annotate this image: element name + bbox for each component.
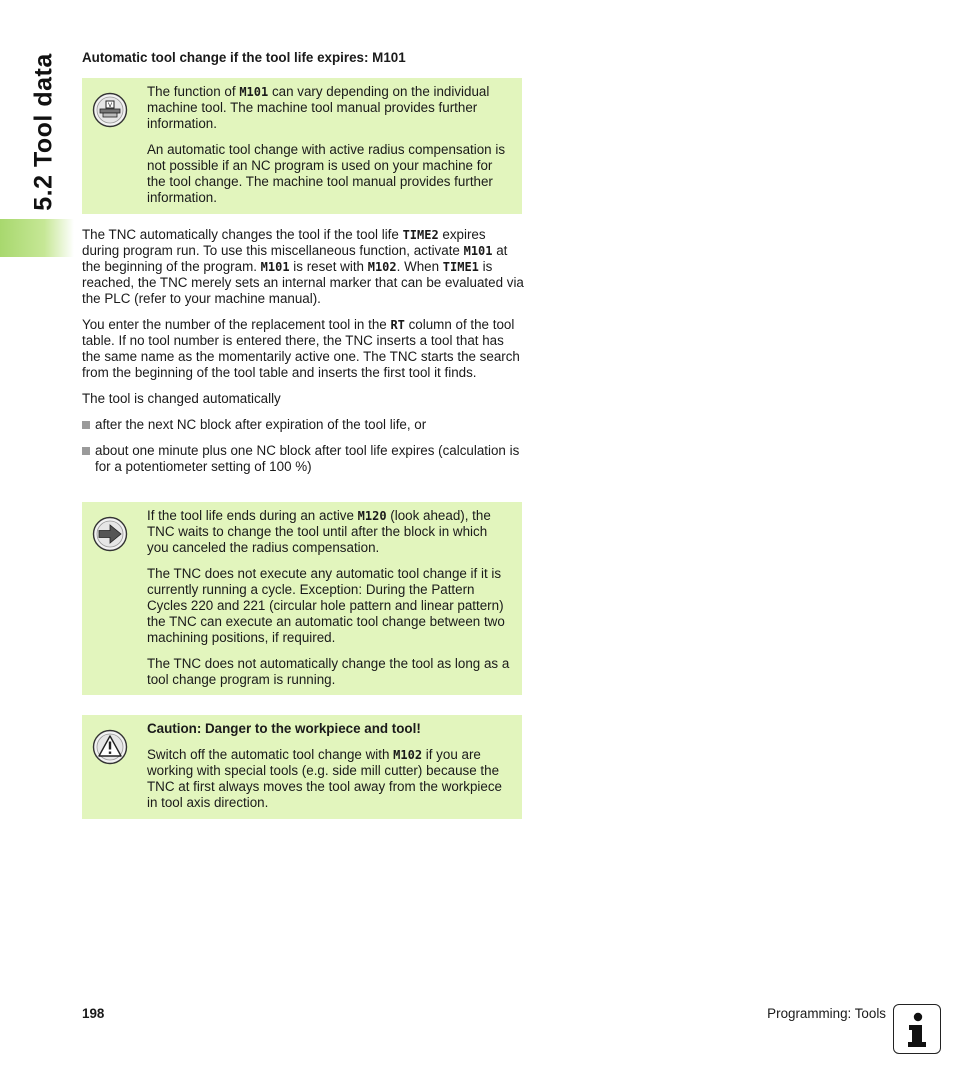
bullet-square-icon [82,447,90,455]
note-tip [82,502,522,695]
body-p1: The TNC automatically changes the tool if the tool life TIME2 expires during program run. To use this miscellaneous function, activate M101 at the beginning of the program. M101 is reset with M102. When TIME1 is reached, the TNC merely sets an internal marker that can be evaluated via the PLC (refer to your machine manual). [82,227,524,306]
footer-section-label: Programming: Tools [767,1006,886,1021]
list-item: after the next NC block after expiration of the tool life, or [82,417,524,433]
chapter-tab-marker [0,219,74,257]
bullet-square-icon [82,421,90,429]
note-machine-p1: The function of M101 can vary depending on the individual machine tool. The machine tool manual provides further information. [147,84,490,131]
body-p3: The tool is changed automatically [82,391,281,406]
caution-title: Caution: Danger to the workpiece and tool! [147,721,421,736]
body-p2: You enter the number of the replacement tool in the RT column of the tool table. If no tool number is entered there, the TNC inserts a tool that has the same name as the momentarily active one. The TNC starts the search from the beginning of the tool table and inserts the first tool it finds. [82,317,520,380]
svg-text:V: V [107,102,113,109]
chapter-title [24,44,64,219]
note-machine-manual [82,78,522,214]
list-item: about one minute plus one NC block after tool life expires (calculation is for a potentiometer setting of 100 %) [82,443,524,475]
note-machine-p2: An automatic tool change with active radius compensation is not possible if an NC program is used on your machine for the tool change. The machine tool manual provides further information. [147,142,506,205]
note-tip-p3: The TNC does not automatically change the tool as long as a tool change program is running. [147,656,510,687]
chapter-title-text: 5.2 Tool data [30,52,59,211]
arrow-right-icon [92,516,128,552]
caution-p1: Switch off the automatic tool change with M102 if you are working with special tools (e.g. side mill cutter) because the TNC at first always moves the tool away from the workpiece in tool axis direction. [147,747,502,810]
body-text [82,227,524,485]
note-tip-p2: The TNC does not execute any automatic tool change if it is currently running a cycle. Exception: During the Pattern Cycles 220 and 221 (circular hole pattern and linear pattern) the TNC can execute an automatic tool change between two machining positions, if required. [147,566,505,645]
page-number: 198 [82,1006,105,1021]
info-icon [893,1004,941,1054]
machine-manual-icon [92,92,128,128]
section-heading: Automatic tool change if the tool life expires: M101 [82,50,406,65]
note-caution [82,715,522,819]
warning-icon [92,729,128,765]
note-tip-p1: If the tool life ends during an active M120 (look ahead), the TNC waits to change the tool until after the block in which you canceled the radius compensation. [147,508,491,555]
